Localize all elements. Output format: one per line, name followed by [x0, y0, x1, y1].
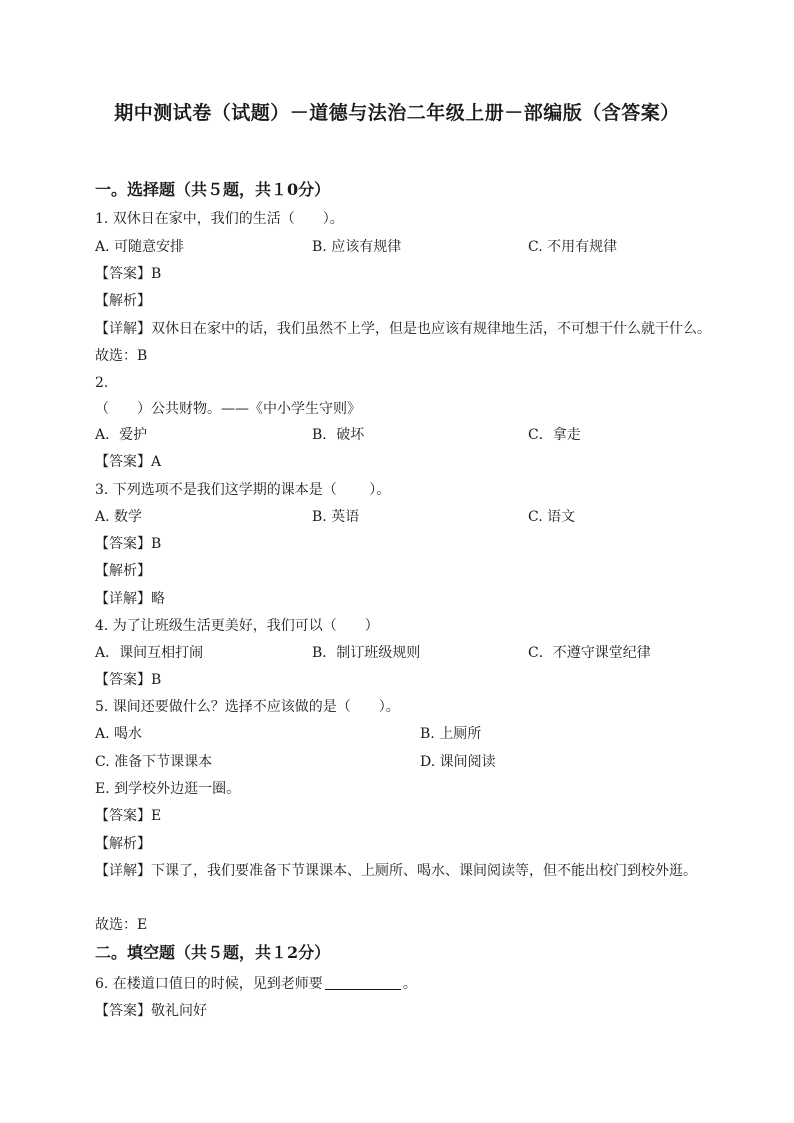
question-4-stem: 4. 为了让班级生活更美好，我们可以（ ） [95, 618, 379, 634]
question-4-option-a: A．课间互相打闹 [95, 645, 204, 661]
question-2-option-b: B．破坏 [312, 427, 365, 443]
question-1-stem: 1. 双休日在家中，我们的生活（ ）。 [95, 211, 344, 227]
question-1-answer: 【答案】B [95, 266, 162, 282]
question-6-stem-before: 6. 在楼道口值日的时候，见到老师要 [95, 976, 323, 992]
question-5-stem: 5. 课间还要做什么？选择不应该做的是（ ）。 [95, 699, 400, 715]
section-heading-fill-blank: 二。填空题（共５题，共１2分） [95, 943, 331, 962]
question-5-answer: 【答案】E [95, 808, 162, 824]
question-1-option-c: C. 不用有规律 [528, 239, 618, 255]
question-5-option-d: D. 课间阅读 [420, 754, 496, 770]
question-6-answer: 【答案】敬礼问好 [95, 1003, 207, 1019]
question-1-conclusion: 故选：B [95, 348, 148, 364]
section-heading-choice: 一。选择题（共５题，共１0分） [95, 180, 331, 199]
question-4-option-b: B．制订班级规则 [312, 645, 421, 661]
question-3-analysis: 【解析】 [95, 563, 151, 579]
question-3-option-c: C. 语文 [528, 509, 576, 525]
question-3-answer: 【答案】B [95, 536, 162, 552]
question-4-option-c: C．不遵守课堂纪律 [528, 645, 651, 661]
question-3-detail: 【详解】略 [95, 591, 165, 607]
question-3-option-a: A. 数学 [95, 509, 143, 525]
question-1-option-a: A. 可随意安排 [95, 239, 185, 255]
question-5-conclusion: 故选：E [95, 917, 148, 933]
question-5-option-b: B. 上厕所 [420, 726, 482, 742]
question-6-stem-after: 。 [402, 976, 417, 992]
question-5-option-c: C. 准备下节课课本 [95, 754, 213, 770]
question-2-stem: （ ）公共财物。——《中小学生守则》 [95, 401, 361, 417]
question-5-option-a: A. 喝水 [95, 726, 143, 742]
question-2-option-a: A．爱护 [95, 427, 148, 443]
document-title: 期中测试卷（试题）－道德与法治二年级上册－部编版（含答案） [114, 102, 680, 124]
question-5-detail: 【详解】下课了，我们要准备下节课课本、上厕所、喝水、课间阅读等，但不能出校门到校外逛。 [95, 863, 697, 879]
question-1-option-b: B. 应该有规律 [312, 239, 402, 255]
question-5-option-e: E. 到学校外边逛一圈。 [95, 781, 241, 797]
question-2-option-c: C．拿走 [528, 427, 581, 443]
question-5-analysis: 【解析】 [95, 836, 151, 852]
question-1-detail: 【详解】双休日在家中的话，我们虽然不上学，但是也应该有规律地生活，不可想干什么就干什么。 [95, 321, 711, 337]
question-6-stem [95, 975, 417, 993]
question-3-stem: 3. 下列选项不是我们这学期的课本是（ ）。 [95, 482, 391, 498]
question-1-analysis: 【解析】 [95, 293, 151, 309]
question-4-answer: 【答案】B [95, 672, 162, 688]
question-3-option-b: B. 英语 [312, 509, 360, 525]
question-2-answer: 【答案】A [95, 454, 162, 470]
question-6-blank [325, 975, 401, 990]
question-2-number: 2. [95, 375, 109, 391]
